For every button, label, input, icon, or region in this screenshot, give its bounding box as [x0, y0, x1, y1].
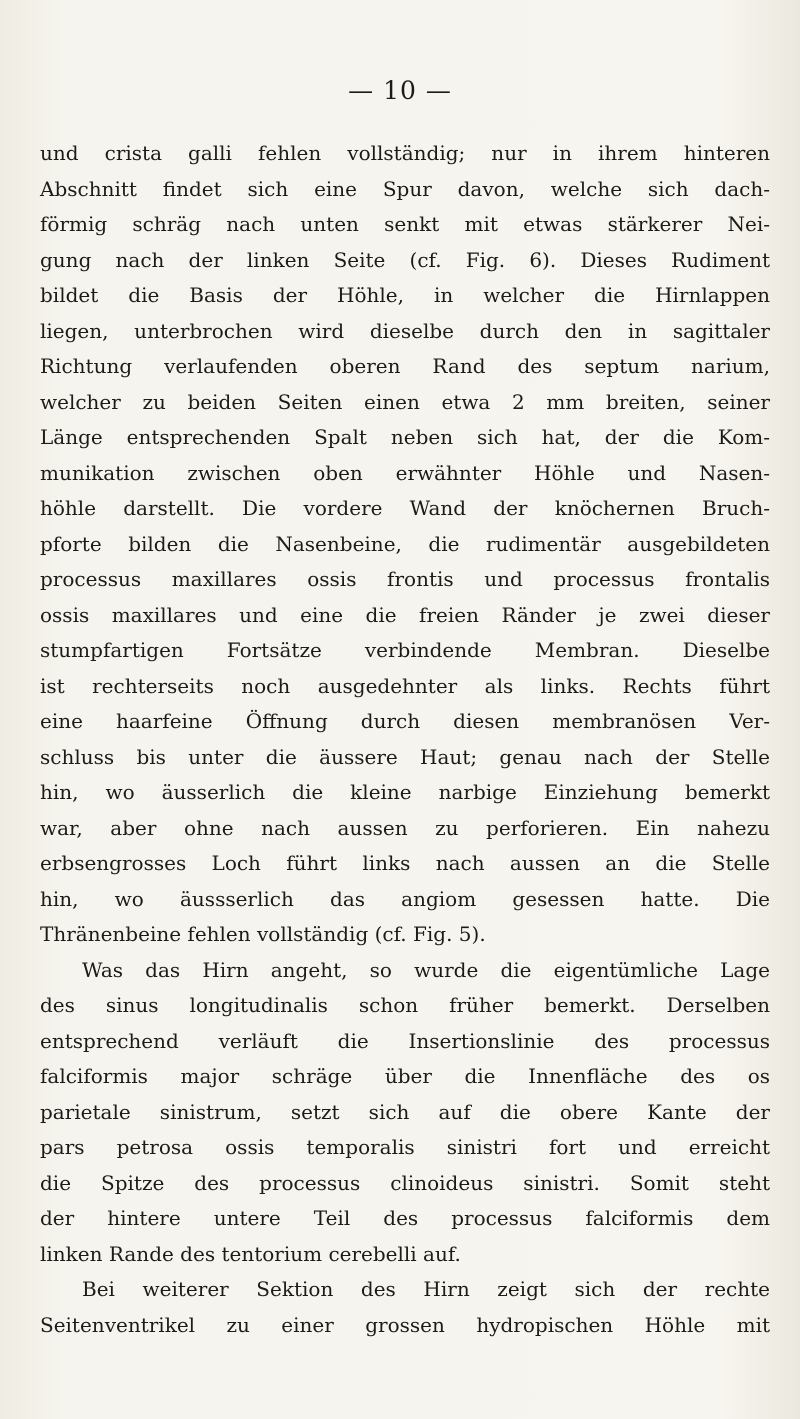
text-line: erbsengrosses Loch führt links nach aussen an die Stelle: [40, 851, 770, 875]
text-line: parietale sinistrum, setzt sich auf die obere Kante der: [40, 1099, 770, 1124]
paragraph: [40, 136, 770, 953]
text-line: hin, wo äussserlich das angiom gesessen hatte. Die: [40, 886, 770, 911]
text-line: Was das Hirn angeht, so wurde die eigentümliche Lage: [82, 957, 770, 982]
text-line: munikation zwischen oben erwähnter Höhle und Nasen-: [40, 460, 770, 485]
text-line: stumpfartigen Fortsätze verbindende Membran. Dieselbe: [40, 638, 770, 662]
text-line: welcher zu beiden Seiten einen etwa 2 mm breiten, seiner: [40, 389, 770, 414]
page-number: — 10 —: [348, 76, 452, 105]
text-line: processus maxillares ossis frontis und processus frontalis: [40, 567, 770, 591]
text-line: die Spitze des processus clinoideus sinistri. Somit steht: [40, 1170, 770, 1195]
text-line: der hintere untere Teil des processus falciformis dem: [40, 1206, 770, 1230]
text-line: Seitenventrikel zu einer grossen hydropischen Höhle mit: [40, 1312, 770, 1337]
text-line: gung nach der linken Seite (cf. Fig. 6). Dieses Rudiment: [40, 247, 770, 272]
text-line: falciformis major schräge über die Innenfläche des os: [40, 1064, 770, 1088]
text-line: Abschnitt findet sich eine Spur davon, welche sich dach-: [40, 176, 770, 201]
text-line: pars petrosa ossis temporalis sinistri fort und erreicht: [40, 1135, 770, 1159]
paragraph: [40, 953, 770, 1273]
text-line: Bei weiterer Sektion des Hirn zeigt sich der rechte: [82, 1277, 770, 1301]
text-line: Thränenbeine fehlen vollständig (cf. Fig. 5).: [40, 922, 486, 946]
text-line: und crista galli fehlen vollständig; nur in ihrem hinteren: [40, 141, 770, 165]
body-text: [40, 136, 770, 1343]
text-line: linken Rande des tentorium cerebelli auf.: [40, 1241, 461, 1266]
text-line: ossis maxillares und eine die freien Ränder je zwei dieser: [40, 602, 770, 627]
text-line: höhle darstellt. Die vordere Wand der knöchernen Bruch-: [40, 496, 770, 520]
text-line: entsprechend verläuft die Insertionslinie des processus: [40, 1028, 770, 1053]
text-line: des sinus longitudinalis schon früher bemerkt. Derselben: [40, 993, 770, 1017]
text-line: bildet die Basis der Höhle, in welcher die Hirnlappen: [40, 283, 770, 307]
text-line: war, aber ohne nach aussen zu perforieren. Ein nahezu: [40, 815, 770, 840]
text-line: eine haarfeine Öffnung durch diesen membranösen Ver-: [40, 709, 770, 733]
text-line: förmig schräg nach unten senkt mit etwas stärkerer Nei-: [40, 212, 770, 236]
text-line: liegen, unterbrochen wird dieselbe durch den in sagittaler: [40, 318, 770, 343]
text-line: Richtung verlaufenden oberen Rand des septum narium,: [40, 354, 770, 378]
text-line: Länge entsprechenden Spalt neben sich hat, der die Kom-: [40, 425, 770, 449]
text-line: ist rechterseits noch ausgedehnter als links. Rechts führt: [40, 673, 770, 698]
text-line: schluss bis unter die äussere Haut; genau nach der Stelle: [40, 744, 770, 769]
paragraph: [40, 1272, 770, 1343]
text-line: pforte bilden die Nasenbeine, die rudimentär ausgebildeten: [40, 531, 770, 556]
text-line: hin, wo äusserlich die kleine narbige Einziehung bemerkt: [40, 780, 770, 804]
